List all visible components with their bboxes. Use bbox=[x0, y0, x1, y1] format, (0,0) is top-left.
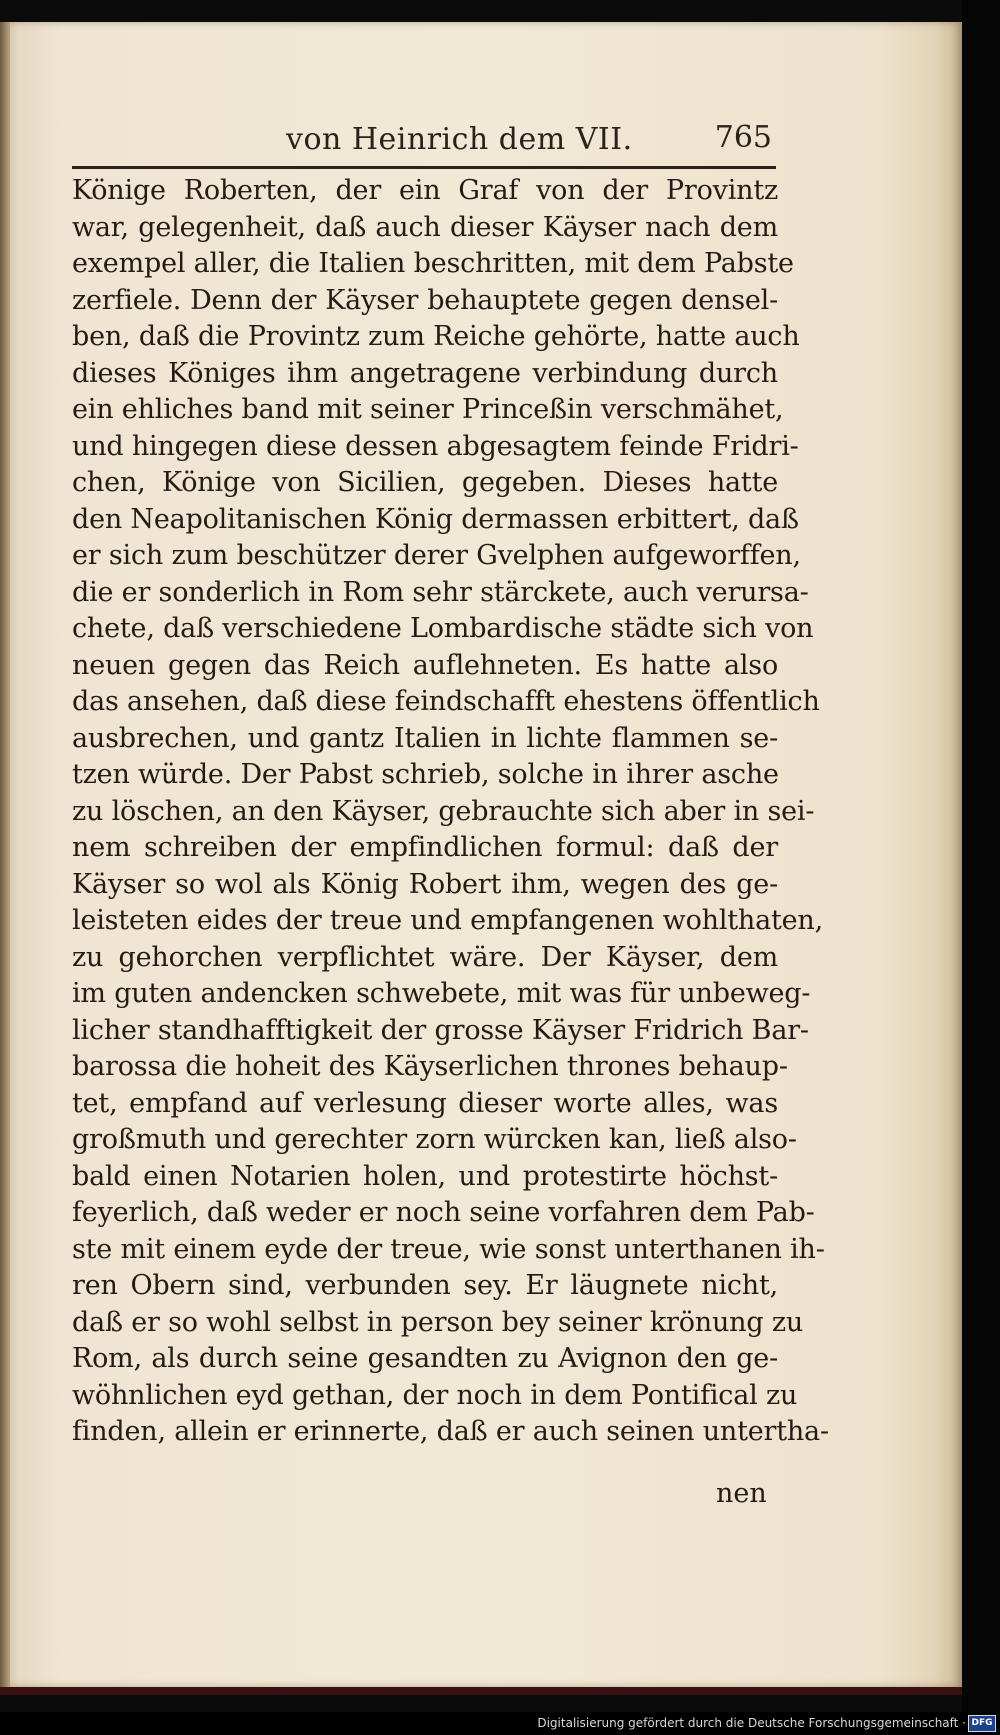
text-line: das ansehen, daß diese feindschafft ehestens öffentlich bbox=[72, 686, 820, 717]
text-line: den Neapolitanischen König dermassen erbittert, daß bbox=[72, 503, 799, 535]
text-line: er sich zum beschützer derer Gvelphen aufgeworffen, bbox=[72, 540, 801, 571]
text-line: ausbrechen, und gantz Italien in lichte flammen se- bbox=[72, 722, 778, 754]
text-line: leisteten eides der treue und empfangenen wohlthaten, bbox=[72, 905, 824, 936]
text-line: Käyser so wol als König Robert ihm, wegen des ge- bbox=[72, 868, 778, 900]
footer-bar bbox=[0, 1712, 1000, 1735]
catchword: nen bbox=[716, 1478, 767, 1509]
text-line: dieses Königes ihm angetragene verbindung durch bbox=[72, 357, 778, 389]
text-line: licher standhafftigkeit der grosse Käyser Fridrich Bar- bbox=[72, 1014, 809, 1046]
text-line: neuen gegen das Reich auflehneten. Es hatte also bbox=[72, 649, 778, 681]
text-line: großmuth und gerechter zorn würcken kan, ließ also- bbox=[72, 1124, 797, 1155]
running-head: von Heinrich dem VII. bbox=[286, 122, 633, 157]
text-line: war, gelegenheit, daß auch dieser Käyser nach dem bbox=[72, 211, 778, 243]
text-line: finden, allein er erinnerte, daß er auch seinen untertha- bbox=[72, 1416, 829, 1447]
body-text bbox=[72, 173, 829, 1451]
text-line: ste mit einem eyde der treue, wie sonst unterthanen ih- bbox=[72, 1233, 825, 1265]
text-line: daß er so wohl selbst in person bey seiner krönung zu bbox=[72, 1306, 804, 1338]
text-line: exempel aller, die Italien beschritten, mit dem Pabste bbox=[72, 248, 794, 279]
text-line: nem schreiben der empfindlichen formul: daß der bbox=[72, 832, 778, 863]
scanner-margin bbox=[962, 0, 1000, 1712]
text-line: chete, daß verschiedene Lombardische städte sich von bbox=[72, 613, 814, 644]
text-line: Könige Roberten, der ein Graf von der Provintz bbox=[72, 175, 778, 206]
text-line: tet, empfand auf verlesung dieser worte alles, was bbox=[72, 1087, 778, 1119]
text-line: wöhnlichen eyd gethan, der noch in dem Pontifical zu bbox=[72, 1379, 798, 1411]
text-line: Rom, als durch seine gesandten zu Avignon den ge- bbox=[72, 1343, 778, 1374]
text-line: ben, daß die Provintz zum Reiche gehörte, hatte auch bbox=[72, 321, 800, 352]
page-number: 765 bbox=[714, 120, 772, 155]
text-line: zu gehorchen verpflichtet wäre. Der Käyser, dem bbox=[72, 941, 778, 973]
page-bottom-edge bbox=[0, 1687, 962, 1695]
header-rule bbox=[72, 166, 776, 169]
text-line: ren Obern sind, verbunden sey. Er läugnete nicht, bbox=[72, 1270, 778, 1301]
text-line: zerfiele. Denn der Käyser behauptete gegen densel- bbox=[72, 284, 778, 316]
dfg-logo: DFG bbox=[968, 1715, 996, 1732]
text-line: im guten andencken schwebete, mit was für unbeweg- bbox=[72, 978, 811, 1009]
text-line: bald einen Notarien holen, und protestirte höchst- bbox=[72, 1160, 778, 1192]
text-line: und hingegen diese dessen abgesagtem feinde Fridri- bbox=[72, 430, 799, 462]
text-line: die er sonderlich in Rom sehr stärckete, auch verursa- bbox=[72, 576, 809, 608]
text-line: zu löschen, an den Käyser, gebrauchte sich aber in sei- bbox=[72, 795, 815, 827]
page-gutter-edge bbox=[0, 22, 10, 1687]
text-line: ein ehliches band mit seiner Princeßin verschmähet, bbox=[72, 394, 784, 425]
text-line: tzen würde. Der Pabst schrieb, solche in ihrer asche bbox=[72, 759, 779, 790]
text-line: feyerlich, daß weder er noch seine vorfahren dem Pab- bbox=[72, 1197, 815, 1228]
funding-credit: Digitalisierung gefördert durch die Deutsche Forschungsgemeinschaft · bbox=[537, 1716, 966, 1730]
text-line: barossa die hoheit des Käyserlichen thrones behaup- bbox=[72, 1051, 788, 1082]
text-line: chen, Könige von Sicilien, gegeben. Dieses hatte bbox=[72, 467, 778, 498]
page-header bbox=[80, 108, 776, 164]
